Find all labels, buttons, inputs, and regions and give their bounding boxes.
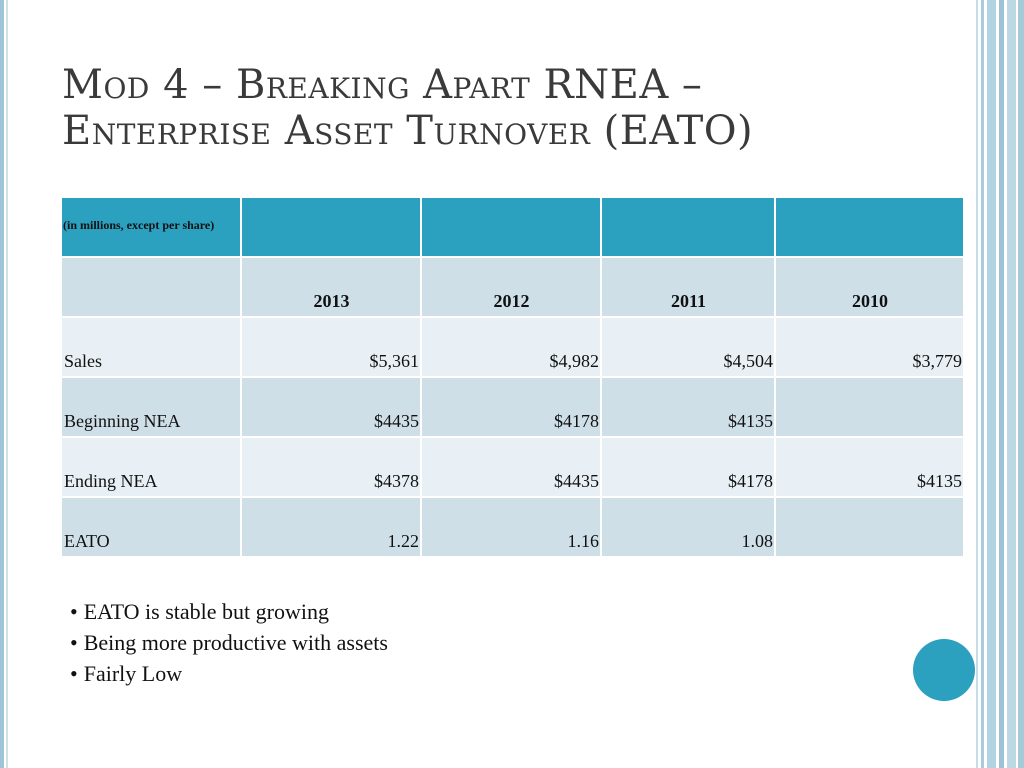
decorative-circle <box>913 639 975 701</box>
stripe <box>981 0 984 768</box>
year-cell: 2013 <box>242 258 420 316</box>
table-row-beginning-nea <box>62 378 963 436</box>
value-cell <box>776 378 963 436</box>
table-row-ending-nea <box>62 438 963 496</box>
value-cell: $4435 <box>242 378 420 436</box>
value-cell: 1.16 <box>422 498 600 556</box>
value-cell: 1.22 <box>242 498 420 556</box>
value-cell: $4178 <box>602 438 774 496</box>
row-label: Ending NEA <box>62 438 240 496</box>
bullet-item: • Fairly Low <box>70 658 388 689</box>
stripe <box>1007 0 1016 768</box>
value-cell: $4178 <box>422 378 600 436</box>
year-label-cell <box>62 258 240 316</box>
value-cell <box>776 498 963 556</box>
value-cell: $4,982 <box>422 318 600 376</box>
unit-note: (in millions, except per share) <box>62 198 240 256</box>
value-cell: $4435 <box>422 438 600 496</box>
header-cell <box>776 198 963 256</box>
header-cell <box>602 198 774 256</box>
table-header-row <box>62 198 963 256</box>
slide-title <box>62 62 942 154</box>
table-row-eato <box>62 498 963 556</box>
stripe <box>999 0 1004 768</box>
row-label: EATO <box>62 498 240 556</box>
value-cell: $4135 <box>602 378 774 436</box>
left-border-stripe-thin <box>6 0 8 768</box>
value-cell: $4,504 <box>602 318 774 376</box>
value-cell: $4378 <box>242 438 420 496</box>
value-cell: $3,779 <box>776 318 963 376</box>
stripe <box>976 0 978 768</box>
stripe <box>987 0 996 768</box>
year-cell: 2012 <box>422 258 600 316</box>
value-cell: 1.08 <box>602 498 774 556</box>
row-label: Sales <box>62 318 240 376</box>
value-cell: $5,361 <box>242 318 420 376</box>
slide-title-line-2: Enterprise Asset Turnover (EATO) <box>62 108 754 154</box>
year-cell: 2010 <box>776 258 963 316</box>
header-cell <box>422 198 600 256</box>
right-border-stripes <box>976 0 1024 768</box>
header-cell <box>242 198 420 256</box>
bullet-list <box>70 596 388 689</box>
table-row-sales <box>62 318 963 376</box>
bullet-item: • Being more productive with assets <box>70 627 388 658</box>
bullet-item: • EATO is stable but growing <box>70 596 388 627</box>
slide-title-line-1: Mod 4 – Breaking Apart RNEA – <box>62 62 703 108</box>
row-label: Beginning NEA <box>62 378 240 436</box>
eato-table <box>60 196 965 558</box>
year-cell: 2011 <box>602 258 774 316</box>
stripe <box>1018 0 1024 768</box>
value-cell: $4135 <box>776 438 963 496</box>
left-border-stripe <box>0 0 4 768</box>
year-row <box>62 258 963 316</box>
